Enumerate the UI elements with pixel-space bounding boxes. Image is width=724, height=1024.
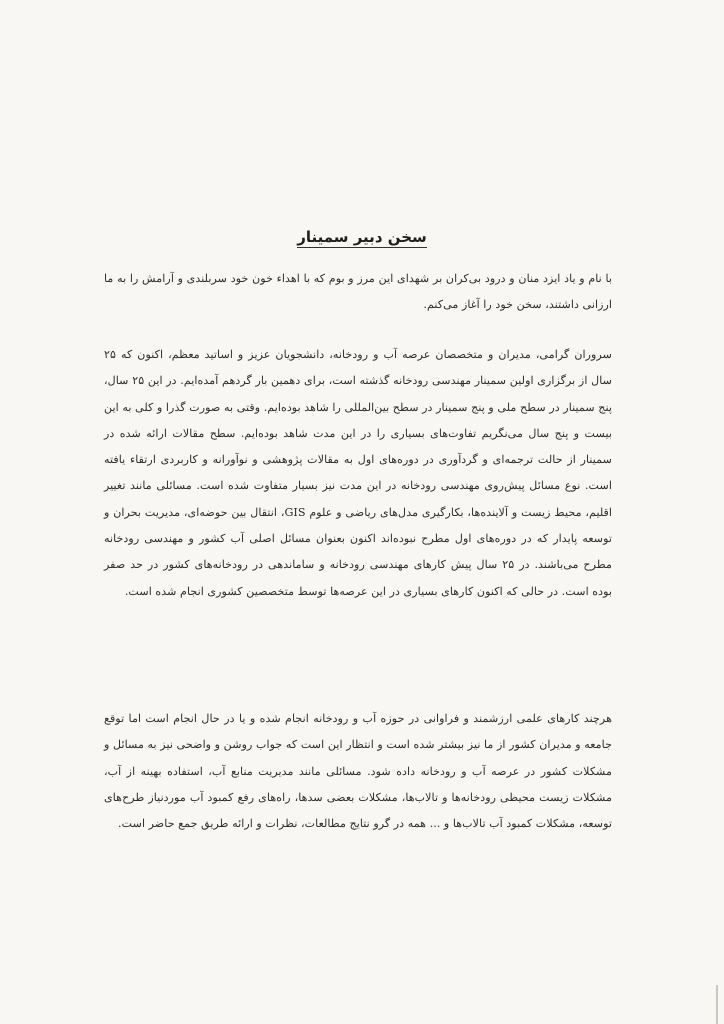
- scan-edge-mark: [716, 985, 718, 1024]
- paragraph-opening: با نام و یاد ایزد منان و درود بی‌کران بر شهدای این مرز و بوم که با اهداء خون خود سربلندی و آرامش را به ما ارزانی داشتند، سخن خود را آغاز می‌کنم.: [104, 272, 612, 312]
- page-title: [0, 228, 724, 246]
- paragraph-history: سروران گرامی، مدیران و متخصصان عرصه آب و رودخانه، دانشجویان عزیز و اساتید معظم، اکنون که ۲۵ سال از برگزاری اولین سمینار مهندسی رودخانه گذشته است، برای دهمین بار گردهم آمده‌ایم. در این ۲۵ سال، پنج سمینار در سطح ملی و پنج سمینار در سطح بین‌المللی را شاهد بوده‌ایم. وقتی به صورت گذرا و کلی به این بیست و پنج سال می‌نگریم تفاوت‌های بسیاری را در این مدت شاهد بوده‌ایم. سطح مقالات ارائه شده در سمینار از حالت ترجمه‌ای و گردآوری در دوره‌های اول به مقالات پژوهشی و نوآورانه و کاربردی ارتقاء یافته است. نوع مسائل پیش‌روی مهندسی رودخانه در این مدت نیز بسیار متفاوت شده است. مسائلی مانند تغییر اقلیم، محیط زیست و آلاینده‌ها، بکارگیری مدل‌های ریاضی و علوم GIS، انتقال بین حوضه‌ای، مدیریت بحران و توسعه پایدار که در دوره‌های اول مطرح نبوده‌اند اکنون بعنوان مسائل اصلی آب کشور و مهندسی رودخانه مطرح می‌باشند. در ۲۵ سال پیش کارهای مهندسی رودخانه و ساماندهی در رودخانه‌های کشور در حد صفر بوده است. در حالی که اکنون کارهای بسیاری در این عرصه‌ها توسط متخصصین کشوری انجام شده است.: [104, 348, 613, 598]
- page-title-text: سخن دبیر سمینار: [297, 228, 427, 246]
- paragraph-expectations: هرچند کارهای علمی ارزشمند و فراوانی در حوزه آب و رودخانه انجام شده و یا در حال انجام است اما توقع جامعه و مدیران کشور از ما نیز بیشتر شده است و انتظار این است که جواب روشن و واضحی نیز به مسائل و مشکلات کشور در عرصه آب و رودخانه داده شود. مسائلی مانند مدیریت منابع آب، استفاده بهینه از آب، مشکلات زیست محیطی رودخانه‌ها و تالاب‌ها، مشکلات بعضی سدها، راه‌های رفع کمبود آب موردنیاز طرح‌های توسعه، مشکلات کمبود آب تالاب‌ها و ... همه در گرو نتایج مطالعات، نظرات و ارائه طریق جمع حاضر است.: [104, 712, 612, 831]
